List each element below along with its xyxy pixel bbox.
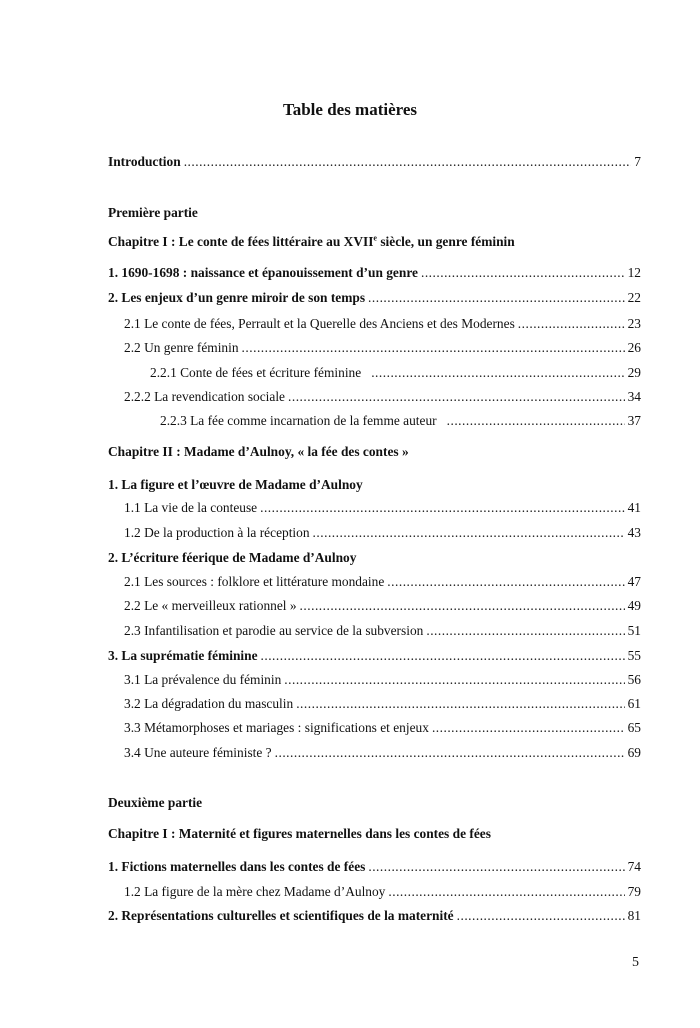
dot-leader <box>421 265 625 281</box>
dot-leader <box>368 290 625 306</box>
dot-leader <box>313 525 625 541</box>
toc-entry: 2.1 Les sources : folklore et littérature mondaine ..... 47 <box>124 574 641 594</box>
toc-entry: 2. Les enjeux d’un genre miroir de son temps ..... 22 <box>108 290 641 310</box>
page-number: 5 <box>632 955 639 970</box>
toc-entry: 3.1 La prévalence du féminin ..... 56 <box>124 672 641 692</box>
dot-leader <box>426 623 624 639</box>
toc-entry-introduction: Introduction ..... 7 <box>108 154 641 174</box>
toc-entry: 3.4 Une auteure féministe ? ..... 69 <box>124 745 641 765</box>
dot-leader <box>261 648 625 664</box>
dot-leader <box>432 720 625 736</box>
dot-leader <box>260 500 625 516</box>
toc-title: Table des matières <box>282 100 418 119</box>
section-heading: 2. L’écriture féerique de Madame d’Aulnoy <box>108 550 357 565</box>
section-heading: 1. La figure et l’œuvre de Madame d’Aulnoy <box>108 477 363 492</box>
dot-leader <box>368 859 624 875</box>
toc-entry: 2. Représentations culturelles et scientifiques de la maternité ..... 81 <box>108 908 641 928</box>
toc-entry: 1.1 La vie de la conteuse ..... 41 <box>124 500 641 520</box>
toc-entry: 2.2.1 Conte de fées et écriture féminine ..... 29 <box>150 365 641 385</box>
dot-leader <box>275 745 625 761</box>
dot-leader <box>296 696 624 712</box>
dot-leader <box>457 908 625 924</box>
part-heading: Première partie <box>108 205 198 220</box>
toc-entry: 1.2 De la production à la réception ..... 43 <box>124 525 641 545</box>
toc-entry: 3.3 Métamorphoses et mariages : significations et enjeux ..... 65 <box>124 720 641 740</box>
toc-entry: 1.2 La figure de la mère chez Madame d’Aulnoy ..... 79 <box>124 884 641 904</box>
dot-leader <box>242 340 625 356</box>
dot-leader <box>388 884 624 900</box>
toc-entry: 2.1 Le conte de fées, Perrault et la Querelle des Anciens et des Modernes ..... 23 <box>124 316 641 336</box>
dot-leader <box>518 316 625 332</box>
dot-leader <box>288 389 625 405</box>
toc-entry: 1. Fictions maternelles dans les contes de fées ..... 74 <box>108 859 641 879</box>
toc-entry: 3.2 La dégradation du masculin ..... 61 <box>124 696 641 716</box>
dot-leader <box>447 413 625 429</box>
toc-entry: 3. La suprématie féminine ..... 55 <box>108 648 641 668</box>
toc-entry: 2.2 Un genre féminin ..... 26 <box>124 340 641 360</box>
chapter-heading: Chapitre I : Le conte de fées littéraire au XVIIe siècle, un genre féminin <box>108 233 515 249</box>
toc-entry: 2.3 Infantilisation et parodie au service de la subversion ..... 51 <box>124 623 641 643</box>
dot-leader <box>371 365 624 381</box>
dot-leader <box>184 154 632 170</box>
dot-leader <box>284 672 624 688</box>
dot-leader <box>387 574 624 590</box>
dot-leader <box>300 598 625 614</box>
toc-entry: 2.2.3 La fée comme incarnation de la femme auteur ..... 37 <box>160 413 641 433</box>
toc-entry: 2.2.2 La revendication sociale ..... 34 <box>124 389 641 409</box>
part-heading: Deuxième partie <box>108 795 203 810</box>
toc-entry: 2.2 Le « merveilleux rationnel » ..... 49 <box>124 598 641 618</box>
chapter-heading: Chapitre II : Madame d’Aulnoy, « la fée des contes » <box>108 444 409 459</box>
toc-entry: 1. 1690-1698 : naissance et épanouissement d’un genre ..... 12 <box>108 265 641 285</box>
chapter-heading: Chapitre I : Maternité et figures maternelles dans les contes de fées <box>108 826 491 841</box>
